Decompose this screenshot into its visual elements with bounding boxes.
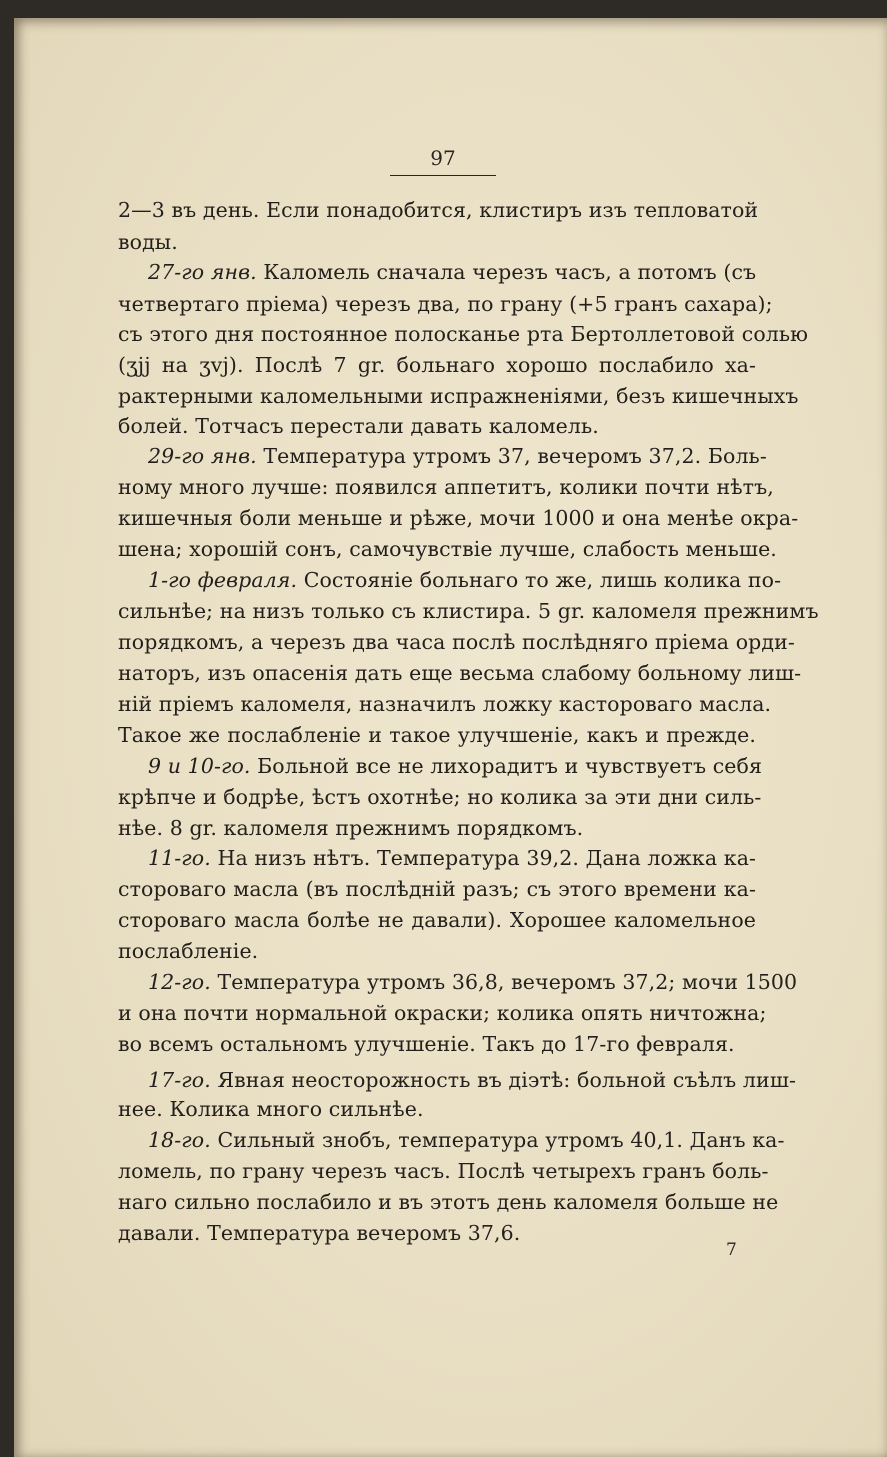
text-line: крѣпче и бодрѣе, ѣстъ охотнѣе; но колика за эти дни силь-: [118, 785, 762, 809]
text-line: во всемъ остальномъ улучшеніе. Такъ до 17-го февраля.: [118, 1032, 735, 1056]
text-line: ній пріемъ каломеля, назначилъ ложку касторовaго масла.: [118, 692, 772, 716]
text-line: кишечныя боли меньше и рѣже, мочи 1000 и она менѣе окра-: [118, 506, 799, 530]
text-line: сторовaго масла (въ послѣдній разъ; съ этого времени ка-: [118, 877, 756, 901]
text-line: 27-го янв. Каломель сначала черезъ часъ, а потомъ (съ: [148, 260, 757, 284]
text-line: наго сильно послабило и въ этотъ день каломеля больше не: [118, 1190, 779, 1214]
text-line: съ этого дня постоянное полосканье рта Бертоллетовой солью: [118, 322, 809, 346]
text-line: ному много лучше: появился аппетитъ, колики почти нѣтъ,: [118, 475, 774, 499]
text-line: 9 и 10-го. Больной все не лихорадитъ и чувствуетъ себя: [148, 754, 762, 778]
text-line: 18-го. Сильный знобъ, температура утромъ 40,1. Данъ ка-: [148, 1128, 785, 1152]
text-line: давали. Температура вечеромъ 37,6.: [118, 1221, 521, 1245]
text-line: сильнѣе; на низъ только съ клистира. 5 gr. каломеля прежнимъ: [118, 599, 819, 623]
text-line: наторъ, изъ опасенія дать еще весьма слабому больному лиш-: [118, 661, 802, 685]
text-line: 11-го. На низъ нѣтъ. Температура 39,2. Дана ложка ка-: [148, 846, 757, 870]
text-line: 1-го февраля. Состояніе больнаго то же, лишь колика по-: [148, 568, 782, 592]
text-line: воды.: [118, 230, 178, 254]
text-line: четвертаго пріема) черезъ два, по грану (+5 гранъ сахара);: [118, 292, 773, 316]
text-line: послабленіе.: [118, 939, 259, 963]
text-line: (ʒjj на ʒvj). Послѣ 7 gr. больнаго хорошо послабило ха-: [118, 353, 756, 377]
text-line: ломель, по грану черезъ часъ. Послѣ четырехъ гранъ боль-: [118, 1159, 769, 1183]
page-number: 97: [430, 146, 456, 170]
text-line: шена; хорошій сонъ, самочувствіе лучше, слабость меньше.: [118, 537, 777, 561]
text-line: рактерными каломельными испражненіями, безъ кишечныхъ: [118, 384, 799, 408]
text-line: Такое же послабленіе и такое улучшеніе, какъ и прежде.: [118, 723, 756, 747]
text-line: 2—3 въ день. Если понадобится, клистиръ изъ тепловатой: [118, 198, 759, 222]
text-line: нѣе. 8 gr. каломеля прежнимъ порядкомъ.: [118, 816, 584, 840]
signature-mark: 7: [726, 1240, 737, 1260]
text-line: порядкомъ, а черезъ два часа послѣ послѣдняго пріема орди-: [118, 630, 795, 654]
text-line: 17-го. Явная неосторожность въ діэтѣ: больной съѣлъ лиш-: [148, 1068, 796, 1092]
text-line: болей. Тотчасъ перестали давать каломель.: [118, 414, 599, 438]
text-line: и она почти нормальной окраски; колика опять ничтожна;: [118, 1001, 767, 1025]
text-line: сторовaго масла болѣе не давали). Хорошее каломельное: [118, 908, 756, 932]
text-line: нее. Колика много сильнѣе.: [118, 1097, 424, 1121]
text-line: 29-го янв. Температура утромъ 37, вечеромъ 37,2. Боль-: [148, 444, 767, 468]
text-line: 12-го. Температура утромъ 36,8, вечеромъ 37,2; мочи 1500: [148, 970, 798, 994]
